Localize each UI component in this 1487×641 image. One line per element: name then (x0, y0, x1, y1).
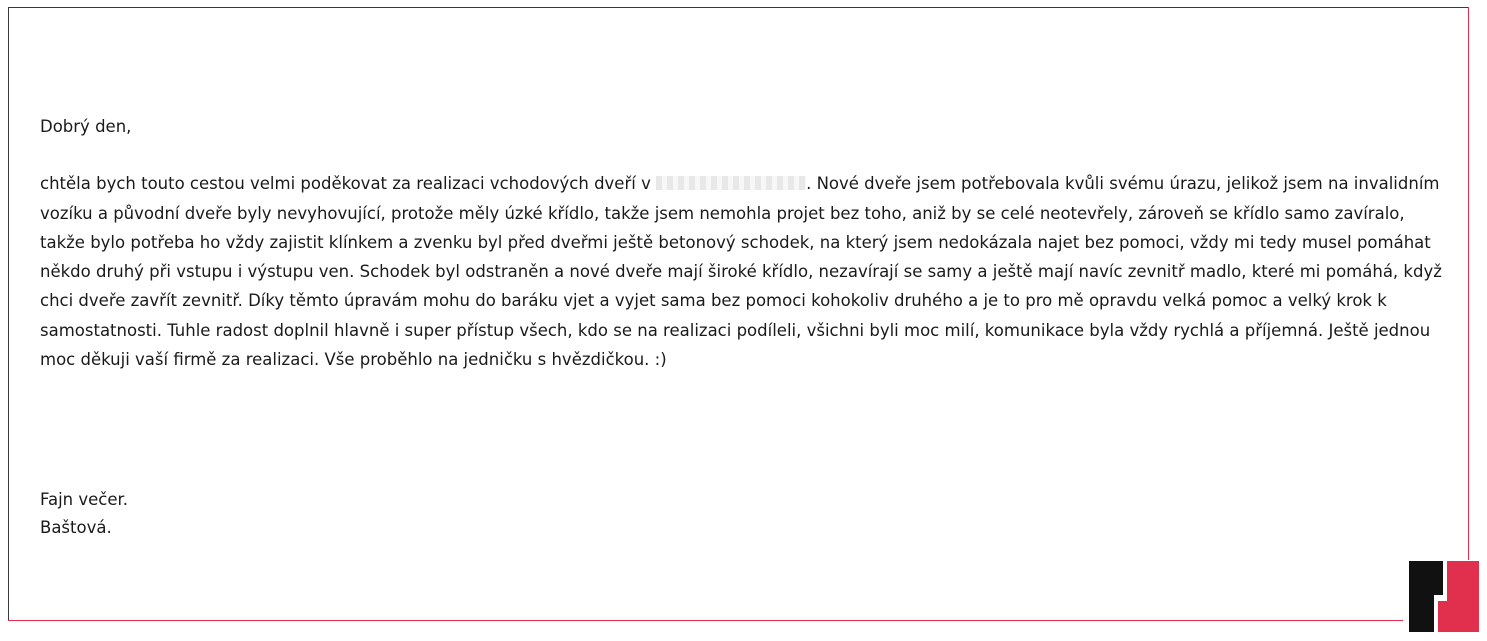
redacted-text (656, 176, 806, 190)
logo-red-shape (1438, 561, 1479, 632)
paragraph-start: chtěla bych touto cestou velmi poděkovat za realizaci vchodových dveří v (40, 174, 651, 194)
company-logo-icon (1409, 561, 1479, 632)
letter-paragraph (40, 169, 1445, 374)
frame-right-line (1468, 7, 1469, 560)
frame-top-line (8, 7, 1469, 8)
frame-left-line (8, 7, 9, 621)
letter-body (40, 112, 1445, 374)
signature: Baštová. (40, 518, 112, 537)
paragraph-rest: . Nové dveře jsem potřebovala kvůli svému úrazu, jelikož jsem na invalidním vozíku a původní dveře byly nevyhovující, protože měly úzké křídlo, takže jsem nemohla projet bez toho, aniž by se celé neotevřely, zároveň se křídlo samo zavíralo, takže bylo potřeba ho vždy zajistit klínkem a zvenku byl před dveřmi ještě betonový schodek, na který jsem nedokázala najet bez pomoci, vždy mi tedy musel pomáhat někdo druhý při vstupu i výstupu ven. Schodek byl odstraněn a nové dveře mají široké křídlo, nezavírají se samy a ještě mají navíc zevnitř madlo, které mi pomáhá, když chci dveře zavřít zevnitř. Díky těmto úpravám mohu do baráku vjet a vyjet sama bez pomoci kohokoliv druhého a je to pro mě opravdu velká pomoc a velký krok k samostatnosti. Tuhle radost doplnil hlavně i super přístup všech, kdo se na realizaci podíleli, všichni byli moc milí, komunikace byla vždy rychlá a příjemná. Ještě jednou moc děkuji vaší firmě za realizaci. Vše proběhlo na jedničku s hvězdičkou. :) (40, 174, 1442, 370)
frame-bottom-line (8, 620, 1403, 621)
logo-black-shape (1409, 561, 1443, 632)
greeting: Dobrý den, (40, 117, 132, 136)
closing-line: Fajn večer. (40, 490, 129, 509)
letter-closing (40, 486, 128, 542)
